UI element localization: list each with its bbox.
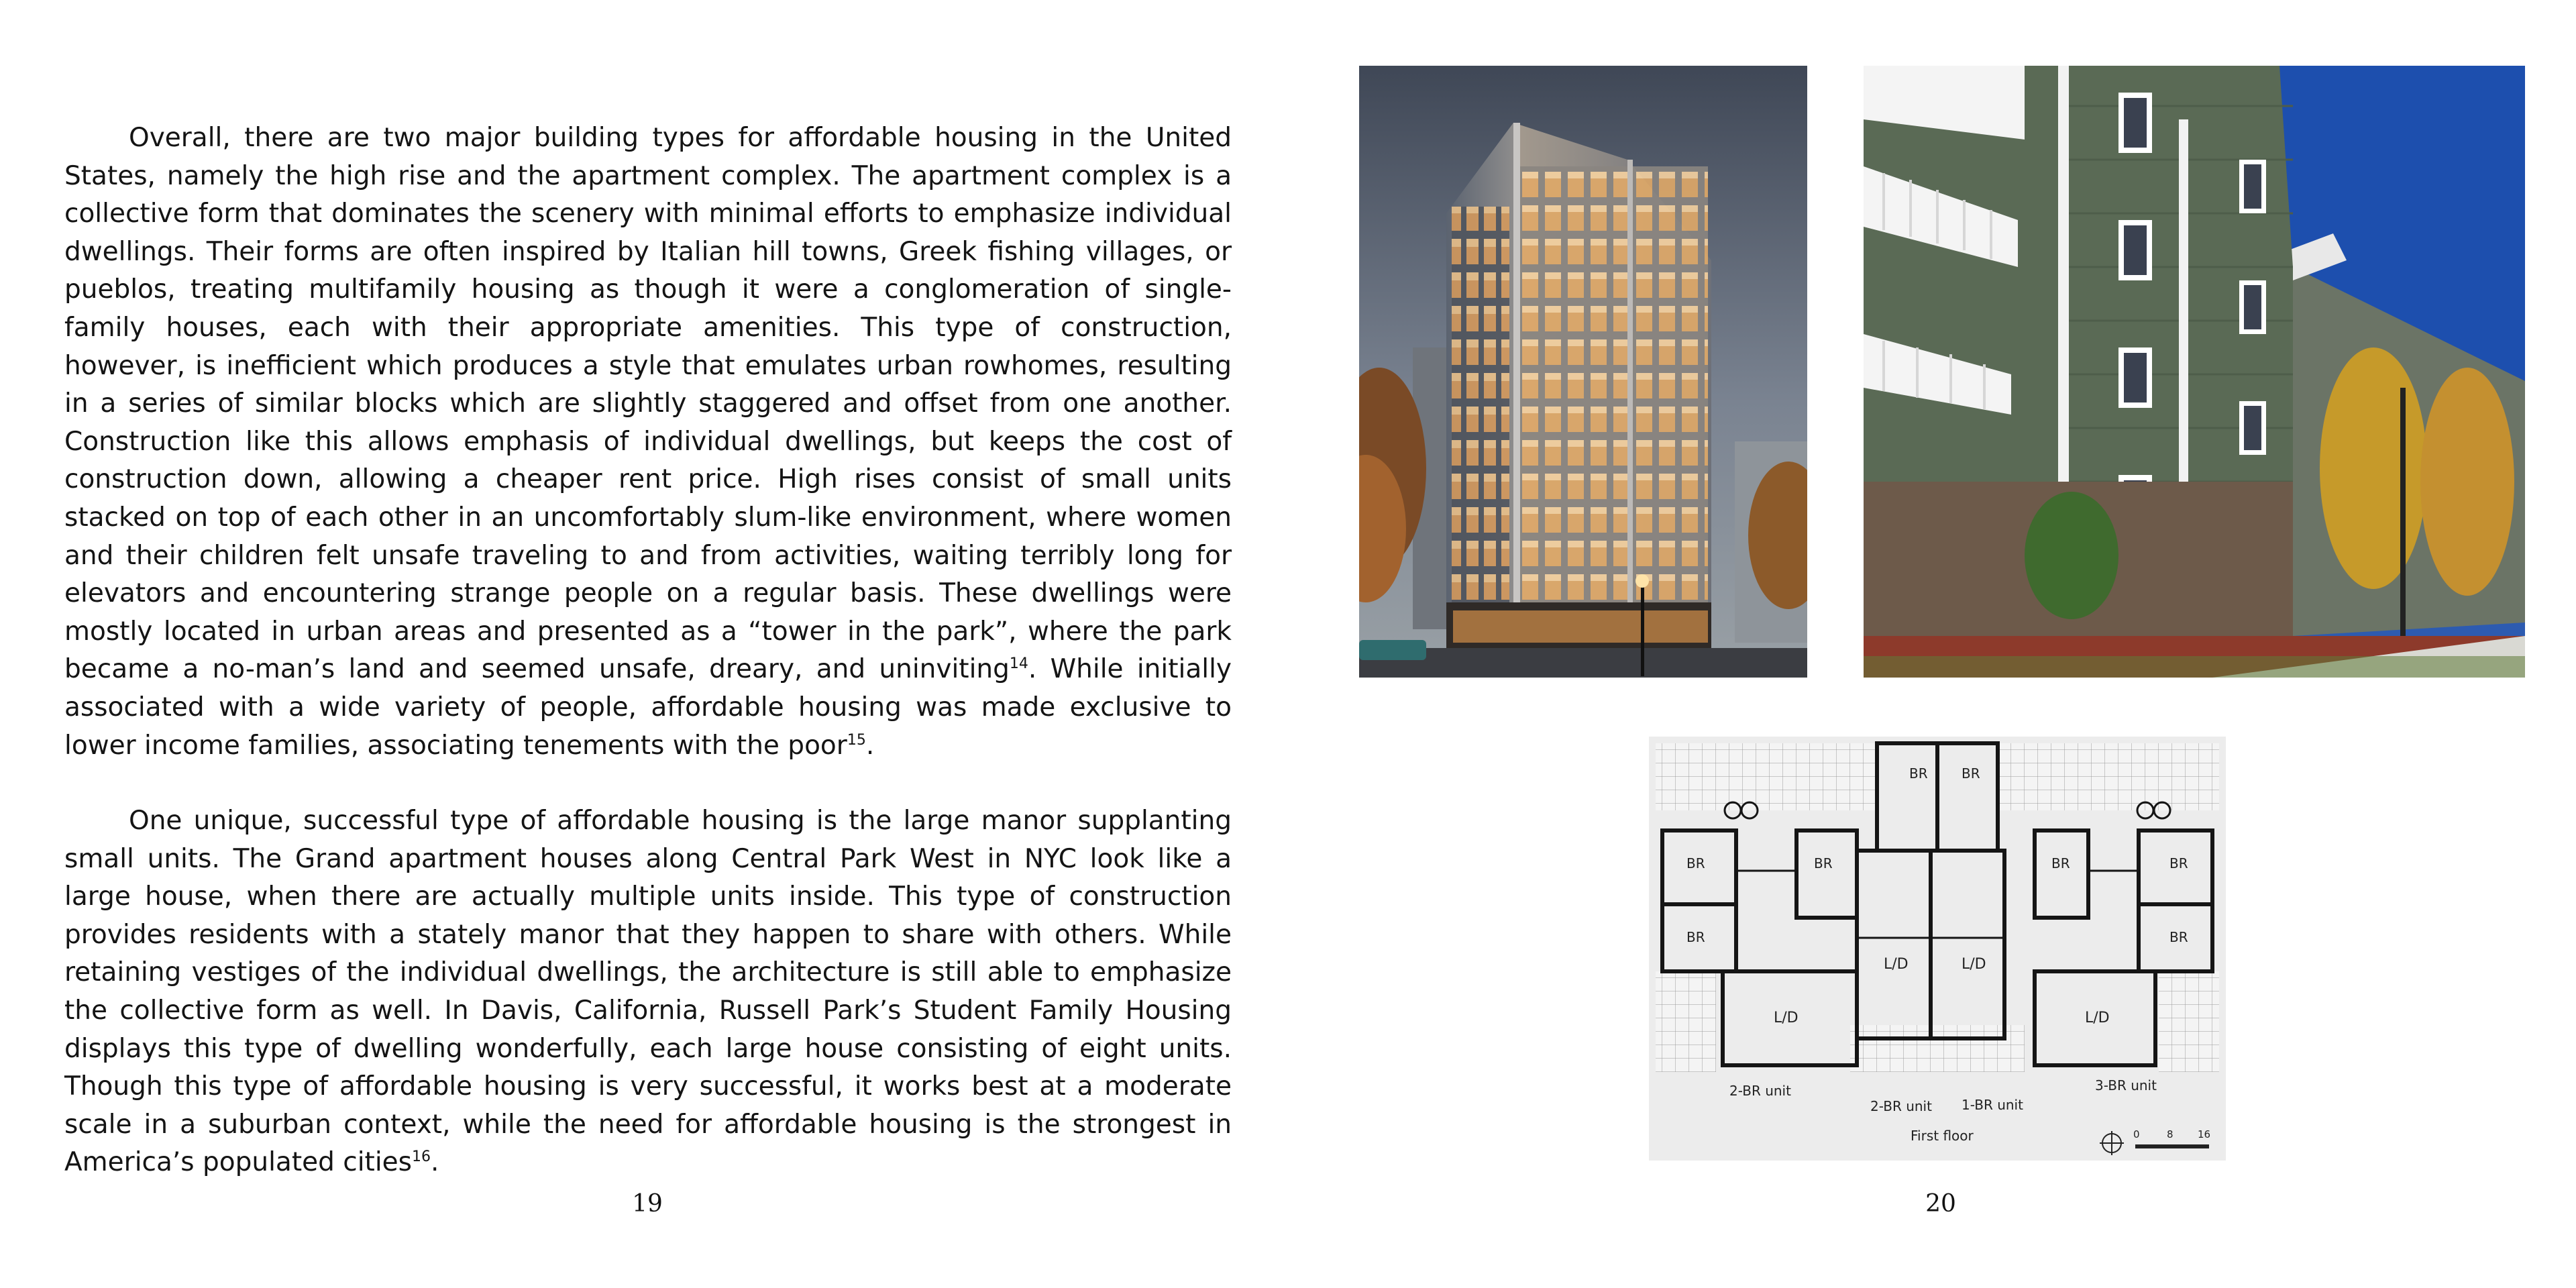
svg-text:8: 8: [2167, 1128, 2174, 1140]
room-label-br: BR: [1909, 765, 1928, 782]
room-label-br: BR: [1962, 765, 1980, 782]
paragraph-2: One unique, successful type of affordable housing is the large manor supplanting small units. The Grand apartment houses along Central Park West in NYC look like a large house, when there are actually multiple units inside. This type of construction provides residents with a stately manor that they happen to share with others. While retaining vestiges of the individual dwellings, the architecture is still able to emphasize the collective form as well. In Davis, California, Russell Park’s Student Family Housing displays this type of dwelling wonderfully, each large house consisting of eight units. Though this type of affordable housing is very successful, it works best at a moderate scale in a suburban context, while the need for affordable housing is the strongest in America’s populated cities$^{16}$.: [64, 806, 1232, 1178]
room-label-br: BR: [2169, 855, 2188, 871]
unit-label: 2-BR unit: [1729, 1083, 1791, 1099]
room-label-ld: L/D: [1962, 956, 1986, 973]
room-label-br: BR: [1686, 929, 1705, 945]
page-number-right: 20: [1925, 1190, 1956, 1218]
unit-label: 3-BR unit: [2095, 1077, 2157, 1093]
footnote-ref-15: 15: [847, 731, 866, 749]
floor-plan-caption: First floor: [1911, 1128, 1974, 1144]
room-label-br: BR: [1814, 855, 1833, 871]
footnote-ref-16: 16: [411, 1148, 431, 1166]
unit-label: 1-BR unit: [1962, 1097, 2023, 1113]
footnote-ref-14: 14: [1009, 655, 1028, 673]
room-label-br: BR: [2169, 929, 2188, 945]
page-number-left: 19: [632, 1190, 663, 1218]
room-label-br: BR: [1686, 855, 1705, 871]
svg-text:16: 16: [2198, 1128, 2211, 1140]
floor-plan-drawing: [1649, 737, 2226, 1161]
unit-label: 2-BR unit: [1870, 1098, 1932, 1114]
left-page-text: [64, 119, 1232, 1182]
paragraph-1: Overall, there are two major building types for affordable housing in the United States, namely the high rise and the apartment complex. The apartment complex is a collective form that dominates the scenery with minimal efforts to emphasize individual dwellings. Their forms are often inspired by Italian hill towns, Greek fishing villages, or pueblos, treating multifamily housing as though it were a conglomeration of single-family houses, each with their appropriate amenities. This type of construction, however, is inefficient which produces a style that emulates urban rowhomes, resulting in a series of similar blocks which are slightly staggered and offset from one another. Construction like this allows emphasis of individual dwellings, but keeps the cost of construction down, allowing a cheaper rent price. High rises consist of small units stacked on top of each other in an uncomfortably slum-like environment, where women and their children felt unsafe traveling to and from activities, waiting terribly long for elevators and encountering strange people on a regular basis. These dwellings were mostly located in urban areas and presented as a “tower in the park”, where the park became a no-man’s land and seemed unsafe, dreary, and uninviting$^{14}$. While initially associated with a wide variety of people, affordable housing was made exclusive to lower income families, associating tenements with the poor$^{15}$.: [64, 123, 1232, 761]
room-label-br: BR: [2051, 855, 2070, 871]
high-rise-tower-photo: [1359, 66, 1807, 678]
svg-text:0: 0: [2133, 1128, 2140, 1140]
room-label-ld: L/D: [2085, 1010, 2110, 1026]
room-label-ld: L/D: [1774, 1010, 1799, 1026]
room-label-ld: L/D: [1884, 956, 1909, 973]
apartment-complex-photo: [1864, 66, 2525, 678]
